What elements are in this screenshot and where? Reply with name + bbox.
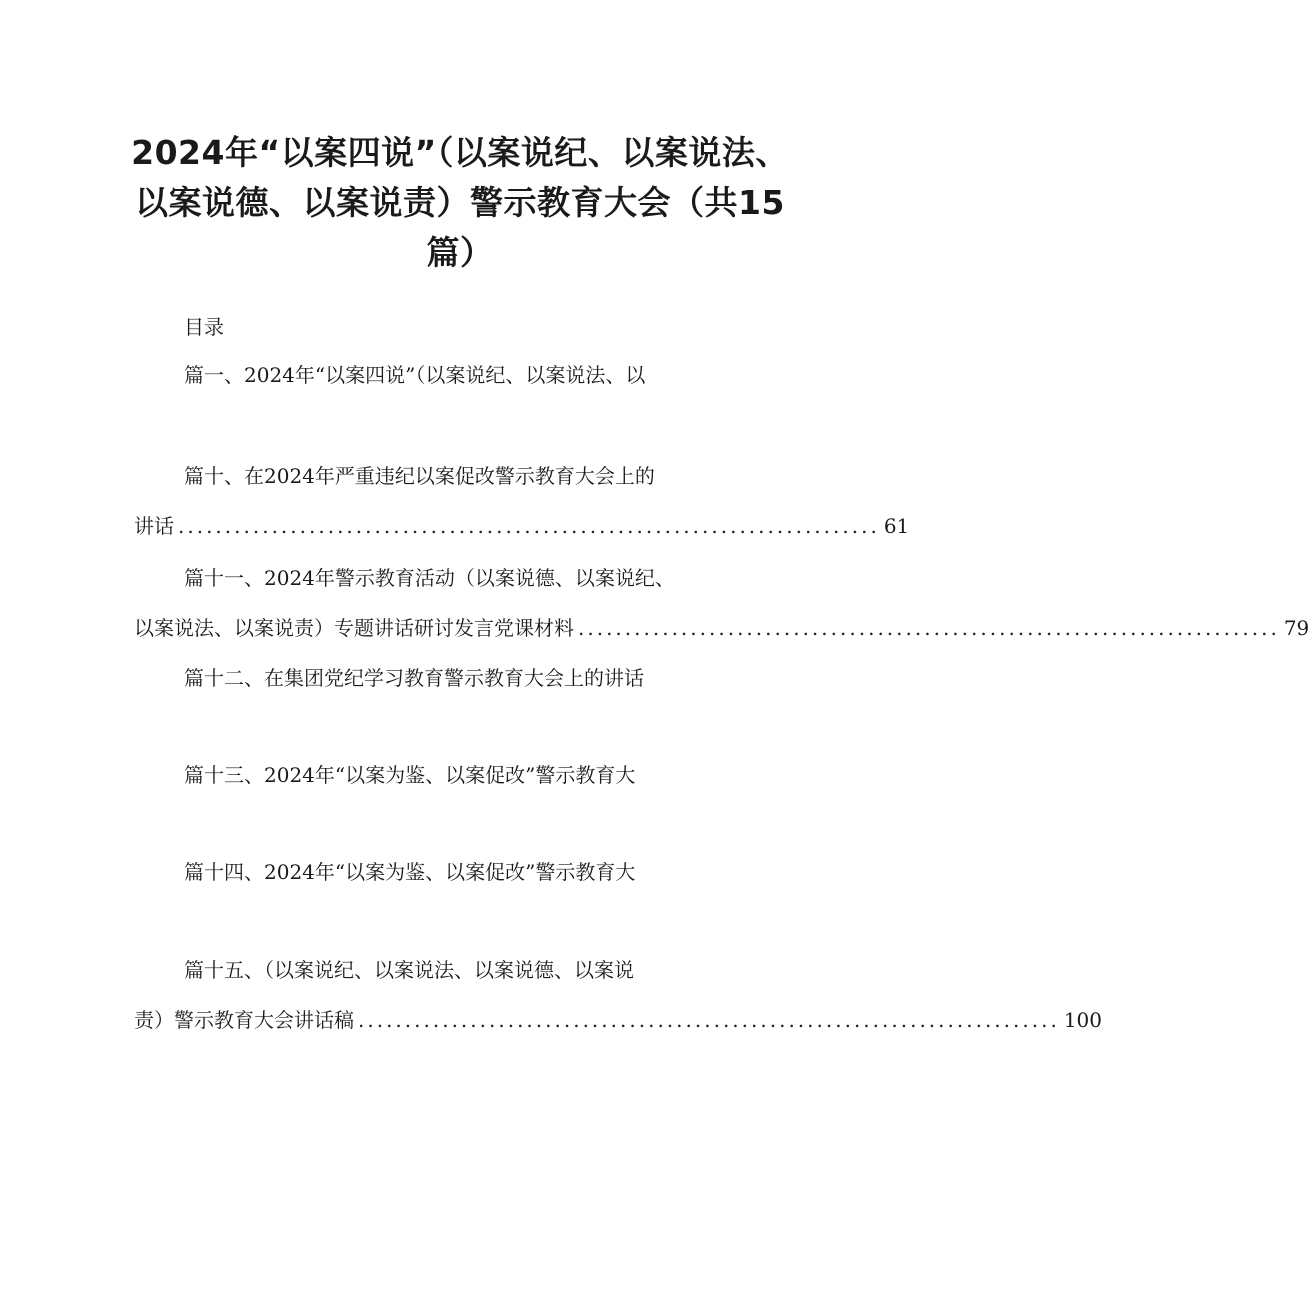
toc-entry-11-text: 篇十一、2024年警示教育活动（以案说德、以案说纪、 (184, 566, 675, 590)
toc-entry-10[interactable] (184, 461, 655, 491)
toc-entry-15-page: 100 (1063, 1008, 1102, 1032)
dot-leader: ........................................................................... (358, 1008, 1060, 1032)
toc-entry-12[interactable] (184, 663, 644, 693)
toc-entry-11[interactable] (184, 563, 675, 593)
toc-entry-10-text-cont: 讲话 (134, 514, 174, 538)
toc-entry-11-cont[interactable] (134, 613, 1309, 643)
dot-leader: ........................................................................... (578, 616, 1280, 640)
toc-entry-15[interactable] (184, 955, 634, 985)
toc-entry-15-text: 篇十五、（以案说纪、以案说法、以案说德、以案说 (184, 958, 634, 982)
toc-entry-12-text: 篇十二、在集团党纪学习教育警示教育大会上的讲话 (184, 666, 644, 690)
toc-entry-14[interactable] (184, 857, 635, 887)
title-line-1: 2024年“以案四说”（以案说纪、以案说法、 (131, 133, 789, 172)
toc-entry-10-cont[interactable] (134, 511, 910, 541)
toc-entry-11-page: 79 (1283, 616, 1309, 640)
toc-entry-1-text: 篇一、2024年“以案四说”（以案说纪、以案说法、以 (184, 363, 646, 387)
toc-entry-13[interactable] (184, 760, 635, 790)
toc-entry-10-page: 61 (883, 514, 910, 538)
toc-entry-1[interactable] (184, 360, 645, 390)
toc-heading: 目录 (184, 315, 224, 339)
title-line-2: 以案说德、以案说责）警示教育大会（共15 (135, 183, 785, 222)
toc-entry-13-text: 篇十三、2024年“以案为鉴、以案促改”警示教育大 (184, 763, 636, 787)
document-title (120, 128, 800, 278)
toc-entry-11-text-cont: 以案说法、以案说责）专题讲话研讨发言党课材料 (134, 616, 574, 640)
title-line-3: 篇） (426, 233, 494, 272)
toc-entry-14-text: 篇十四、2024年“以案为鉴、以案促改”警示教育大 (184, 860, 636, 884)
dot-leader: ........................................................................... (178, 514, 880, 538)
toc-entry-10-text: 篇十、在2024年严重违纪以案促改警示教育大会上的 (184, 464, 655, 488)
toc-entry-15-cont[interactable] (134, 1005, 1102, 1035)
toc-entry-15-text-cont: 责）警示教育大会讲话稿 (134, 1008, 354, 1032)
